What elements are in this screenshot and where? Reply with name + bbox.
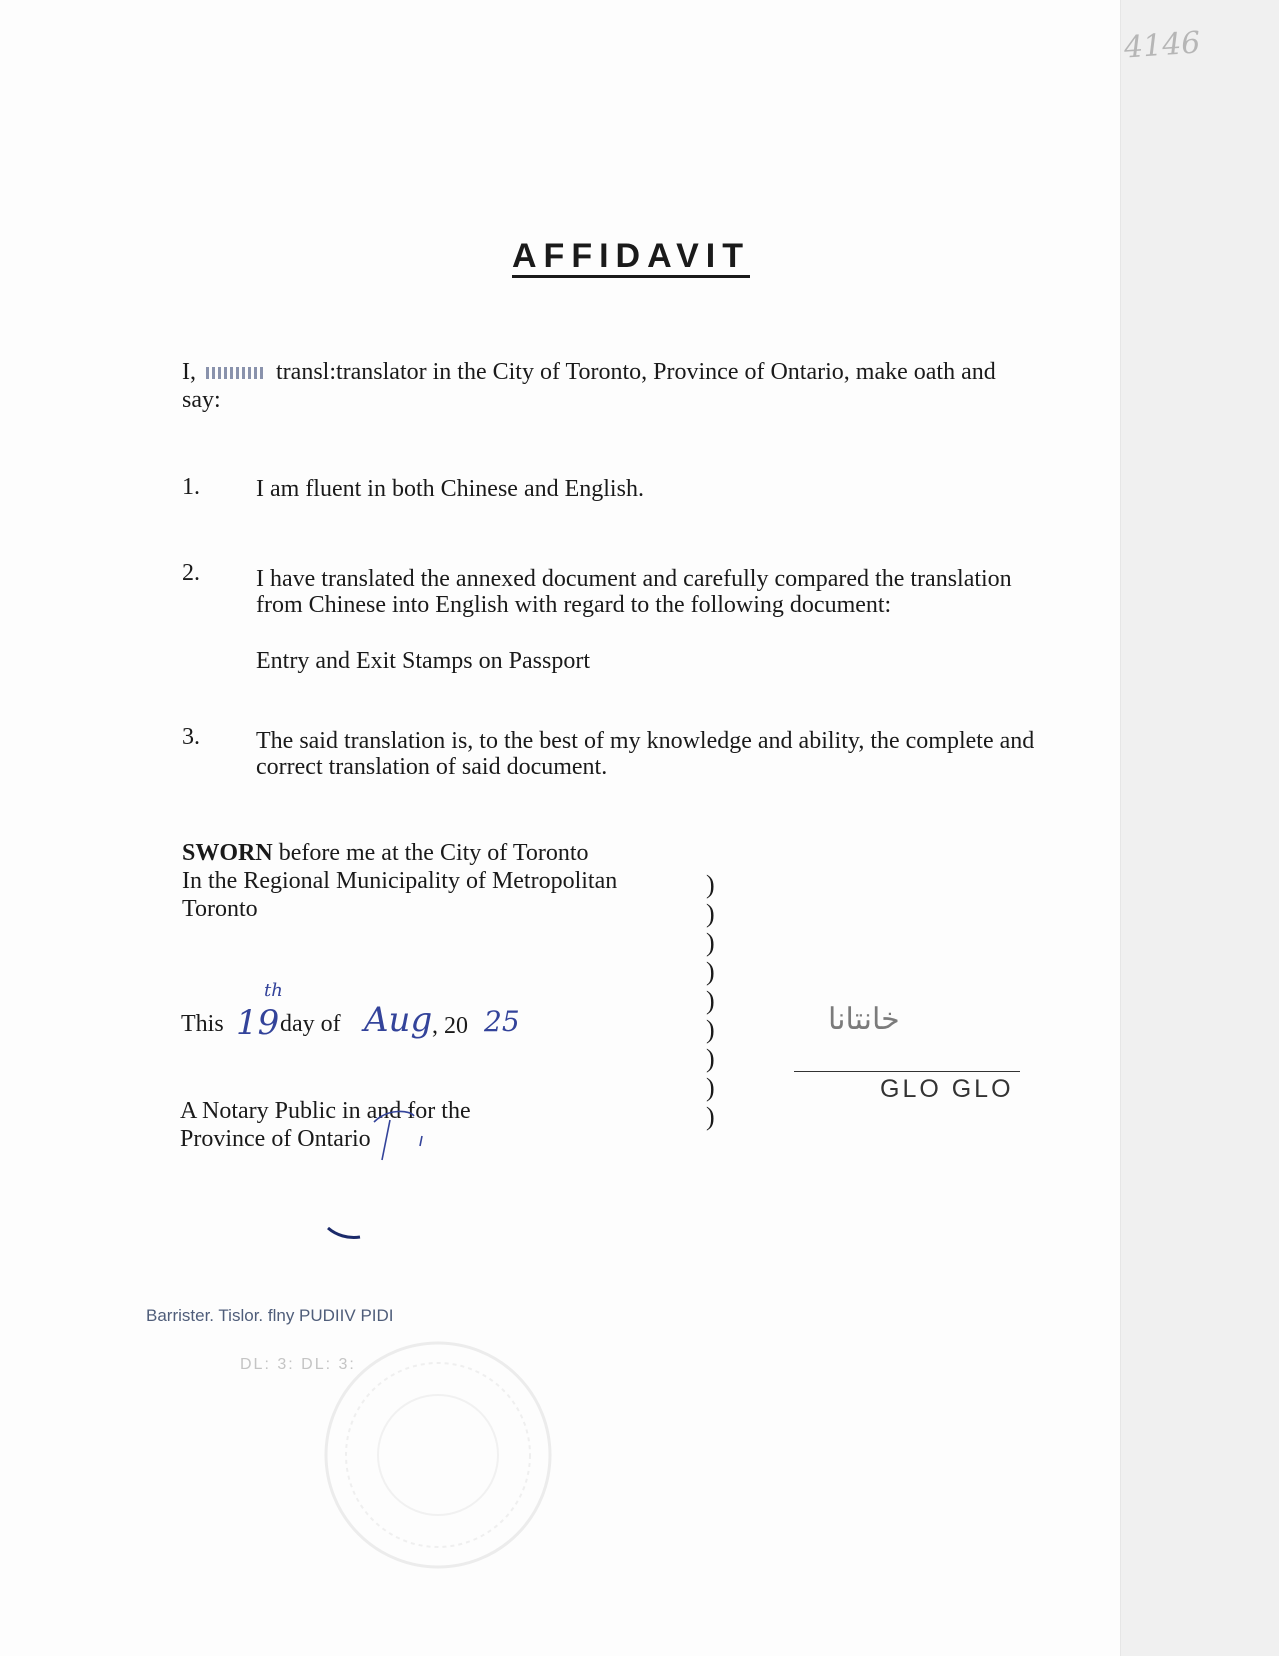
- paren: ): [706, 928, 715, 957]
- item-1-number: 1.: [182, 474, 200, 500]
- sworn-bold: SWORN: [182, 840, 273, 866]
- intro-text: transl:translator in the City of Toronto, Province of Ontario, make oath and: [276, 359, 996, 385]
- notary-seal-icon: [318, 1335, 558, 1575]
- item-3-text-line-2: correct translation of said document.: [256, 754, 608, 780]
- stamp-text-line-2: DL: 3: DL: 3:: [240, 1356, 356, 1373]
- paren: ): [706, 957, 715, 986]
- redacted-name: [206, 367, 266, 379]
- signature-name: GLO GLO: [880, 1075, 1014, 1103]
- intro-line-1: [182, 358, 996, 386]
- ink-mark: [326, 1225, 366, 1245]
- paren: ): [706, 986, 715, 1015]
- stamp-text-line-1: Barrister. Tislor. flny PUDIIV PIDI: [146, 1306, 394, 1325]
- page-title: AFFIDAVIT: [512, 237, 750, 278]
- date-this: This: [181, 1011, 224, 1037]
- date-day-handwritten: 19: [236, 1003, 280, 1043]
- paren: ): [706, 1015, 715, 1044]
- sworn-rest: before me at the City of Toronto: [278, 840, 589, 866]
- paren: ): [706, 870, 715, 899]
- parentheses-column: [706, 870, 715, 1131]
- sworn-line-2: In the Regional Municipality of Metropolitan: [182, 868, 618, 894]
- scan-margin: [1120, 0, 1279, 1656]
- date-day-of: day of: [280, 1011, 341, 1037]
- item-3-number: 3.: [182, 724, 200, 750]
- paren: ): [706, 899, 715, 928]
- signature-scribble: ﺧﺎﻧﺘﺎﻧﺎ: [828, 1002, 900, 1037]
- item-3-text-line-1: The said translation is, to the best of my knowledge and ability, the complete and: [256, 728, 1035, 754]
- item-2-text-line-1: I have translated the annexed document and carefully compared the translation: [256, 566, 1012, 592]
- paren: ): [706, 1102, 715, 1131]
- sworn-line-1: [182, 839, 588, 867]
- sworn-line-3: Toronto: [182, 896, 258, 922]
- paren: ): [706, 1044, 715, 1073]
- intro-line-2: say:: [182, 387, 221, 413]
- item-2-number: 2.: [182, 560, 200, 586]
- signature-line: [794, 1071, 1020, 1072]
- date-year-handwritten: 25: [484, 1005, 520, 1038]
- date-day-suffix-handwritten: th: [264, 980, 283, 1001]
- paren: ): [706, 1073, 715, 1102]
- item-1-text: I am fluent in both Chinese and English.: [256, 476, 644, 502]
- intro-prefix: I,: [182, 359, 196, 385]
- date-month-handwritten: Aug: [364, 1000, 433, 1040]
- document-name: Entry and Exit Stamps on Passport: [256, 648, 590, 674]
- notary-line-2: Province of Ontario: [180, 1126, 371, 1152]
- item-2-text-line-2: from Chinese into English with regard to the following document:: [256, 592, 892, 618]
- handwritten-corner-note: 4146: [1122, 25, 1202, 66]
- notary-pen-marks: [330, 1090, 430, 1180]
- date-year-prefix: , 20: [432, 1013, 468, 1039]
- notary-line-1: A Notary Public in and for the: [180, 1098, 471, 1124]
